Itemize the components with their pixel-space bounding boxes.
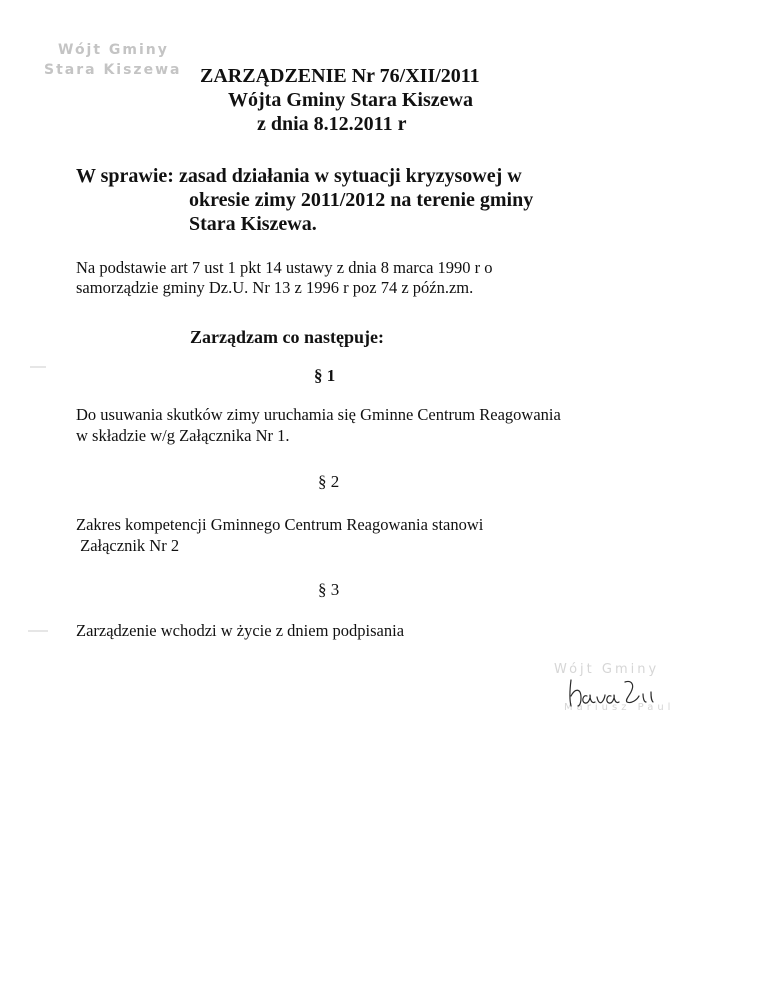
decree-heading: Zarządzam co następuje: — [190, 327, 384, 347]
scan-artifact — [28, 630, 48, 632]
paragraph-2-text — [76, 514, 716, 556]
subject-line-2: okresie zimy 2011/2012 na terenie gminy — [189, 189, 534, 211]
basis-line-1: Na podstawie art 7 ust 1 pkt 14 ustawy z dnia 8 marca 1990 r o — [76, 258, 493, 277]
paragraph-2-line-1: Zakres kompetencji Gminnego Centrum Reagowania stanowi — [76, 515, 484, 534]
basis-line-2: samorządzie gminy Dz.U. Nr 13 z 1996 r poz 74 z późn.zm. — [76, 278, 474, 297]
paragraph-1-line-2: w składzie w/g Załącznika Nr 1. — [76, 426, 290, 445]
title-line-date: z dnia 8.12.2011 r — [257, 113, 407, 135]
title-line-issuer: Wójta Gminy Stara Kiszewa — [228, 89, 473, 111]
paragraph-mark-1: § 1 — [314, 366, 336, 385]
paragraph-mark-2: § 2 — [318, 472, 340, 491]
document-subject — [76, 164, 636, 236]
subject-line-1 — [76, 164, 636, 188]
subject-line-3: Stara Kiszewa. — [189, 213, 317, 235]
stamp-line-municipality: Stara Kiszewa — [44, 62, 182, 78]
paragraph-3-line-1: Zarządzenie wchodzi w życie z dniem podpisania — [76, 621, 405, 640]
paragraph-3-text — [76, 620, 716, 641]
stamp-line-office: Wójt Gminy — [58, 42, 169, 58]
paragraph-2-line-2: Załącznik Nr 2 — [76, 536, 180, 555]
paragraph-1-text — [76, 404, 716, 446]
title-line-number: ZARZĄDZENIE Nr 76/XII/2011 — [200, 65, 480, 87]
handwritten-signature — [565, 676, 665, 712]
stamp-bottom-office: Wójt Gminy — [554, 662, 660, 677]
subject-text-1: zasad działania w sytuacji kryzysowej w — [178, 165, 522, 187]
subject-lead: W sprawie: — [76, 165, 179, 187]
office-stamp — [44, 40, 181, 80]
paragraph-mark-3: § 3 — [318, 580, 340, 599]
document-title — [200, 64, 560, 136]
paragraph-1-line-1: Do usuwania skutków zimy uruchamia się Gminne Centrum Reagowania — [76, 405, 561, 424]
legal-basis — [76, 258, 696, 298]
scan-artifact — [30, 366, 46, 368]
stamp-bottom-name: Mariusz Paul — [564, 702, 675, 713]
